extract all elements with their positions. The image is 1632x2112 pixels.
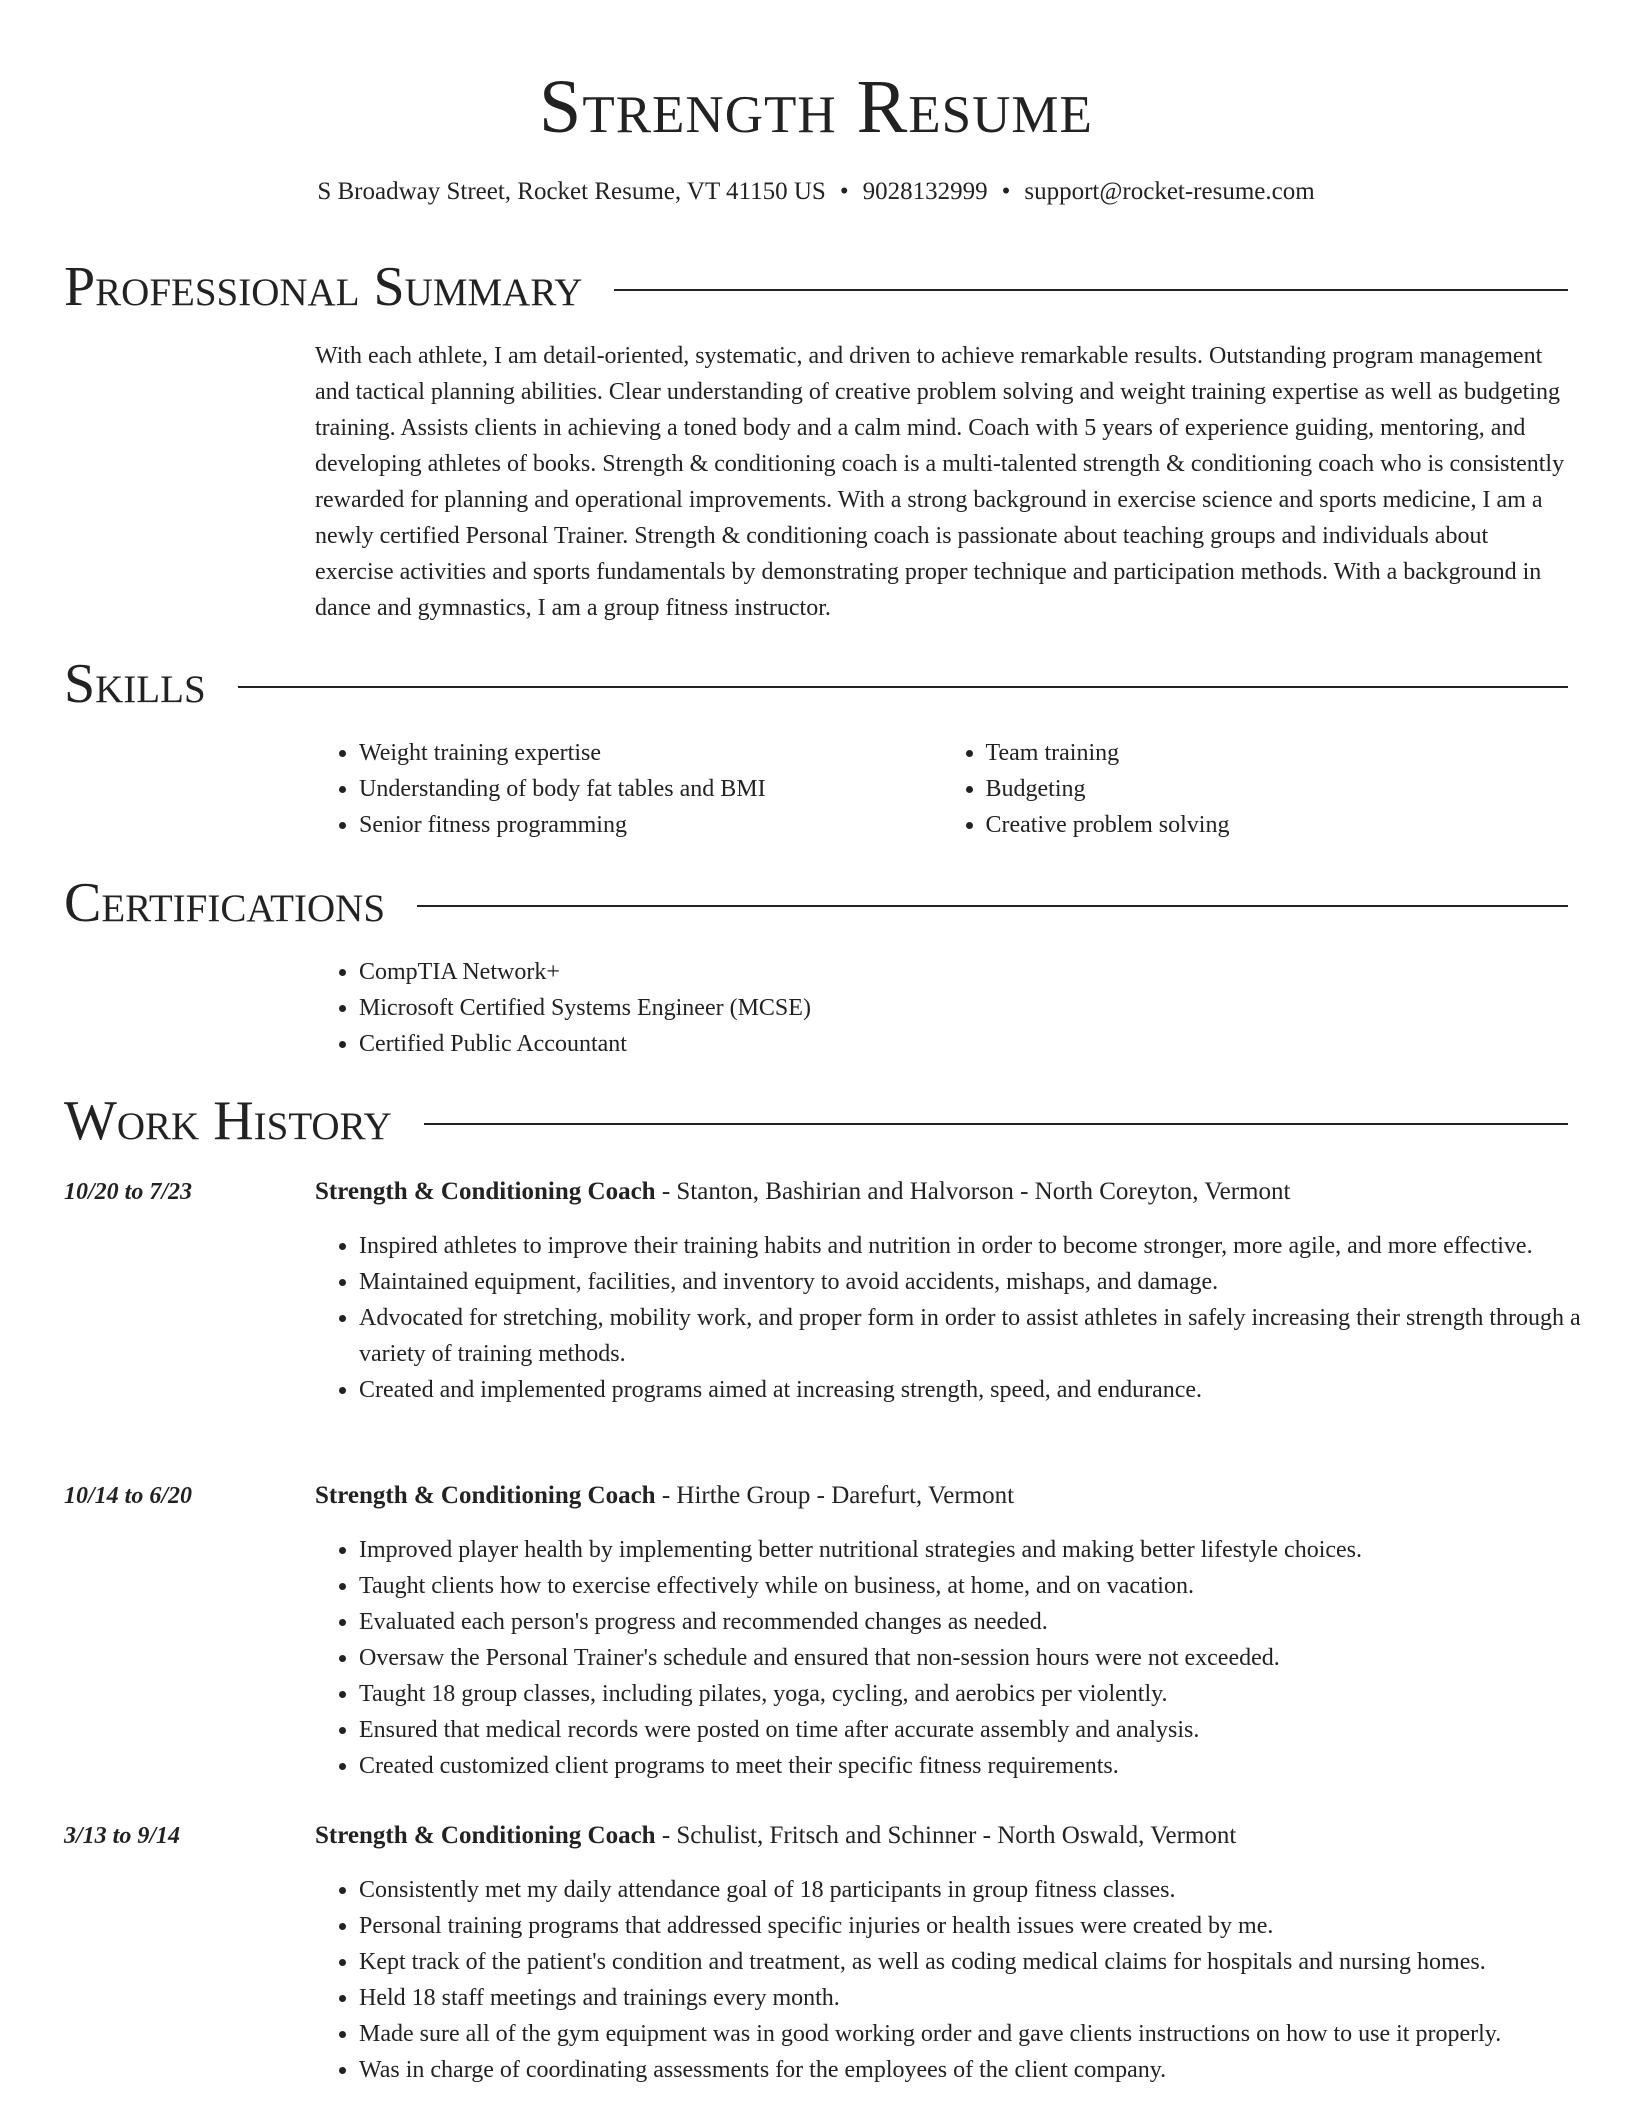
- job-heading: [315, 1174, 1568, 1210]
- skills-list: [315, 735, 1568, 843]
- section-divider: [417, 905, 1568, 907]
- contact-separator: •: [839, 178, 849, 205]
- summary-text: With each athlete, I am detail-oriented, systematic, and driven to achieve remarkable results. Outstanding program management and tactical planning abilities. Clear understanding of creative problem solving and weight training expertise as well as budgeting training. Assists clients in achieving a toned body and a calm mind. Coach with 5 years of experience guiding, mentoring, and developing athletes of books. Strength & conditioning coach is a multi-talented strength & conditioning coach who is consistently rewarded for planning and operational improvements. With a strong background in exercise science and sports medicine, I am a newly certified Personal Trainer. Strength & conditioning coach is passionate about teaching groups and individuals about exercise activities and sports fundamentals by demonstrating proper technique and participation methods. With a background in dance and gymnastics, I am a group fitness instructor.: [315, 343, 1565, 621]
- certifications-section-title: Certifications: [64, 872, 386, 934]
- resume-name: Strength Resume: [539, 65, 1093, 149]
- summary-body: [315, 338, 1568, 626]
- skills-section-header: [64, 652, 1568, 716]
- job-bullet: • Consistently met my daily attendance goal of 18 participants in group fitness classes.: [359, 1872, 1612, 1908]
- job-bullet: • Advocated for stretching, mobility work, and proper form in order to assist athletes in safely increasing their strength through a variety of training methods.: [359, 1300, 1612, 1372]
- job-bullet: • Maintained equipment, facilities, and inventory to avoid accidents, mishaps, and damage.: [359, 1264, 1612, 1300]
- job-bullet: • Held 18 staff meetings and trainings every month.: [359, 1980, 1612, 2016]
- contact-email: support@rocket-resume.com: [1024, 178, 1315, 205]
- job-bullets: [315, 1228, 1612, 1408]
- summary-section-header: [64, 255, 1568, 319]
- section-divider: [424, 1123, 1568, 1125]
- job-bullet: • Kept track of the patient's condition and treatment, as well as coding medical claims for hospitals and nursing homes.: [359, 1944, 1612, 1980]
- section-divider: [238, 686, 1568, 688]
- work-section-title: Work History: [64, 1090, 392, 1152]
- section-divider: [614, 289, 1568, 291]
- job-bullet: • Personal training programs that addressed specific injuries or health issues were created by me.: [359, 1908, 1612, 1944]
- job-bullets: [315, 1532, 1612, 1784]
- job-bullet: • Was in charge of coordinating assessments for the employees of the client company.: [359, 2052, 1612, 2088]
- job-employer-location: - Schulist, Fritsch and Schinner - North Oswald, Vermont: [655, 1822, 1237, 1849]
- job-bullet: • Created and implemented programs aimed at increasing strength, speed, and endurance.: [359, 1372, 1612, 1408]
- job-bullet: • Created customized client programs to meet their specific fitness requirements.: [359, 1748, 1612, 1784]
- certification-item: • CompTIA Network+: [359, 954, 1568, 990]
- skill-item: • Budgeting: [986, 771, 1569, 807]
- job-title: Strength & Conditioning Coach: [315, 1822, 656, 1849]
- certifications-section-header: [64, 871, 1568, 935]
- contact-phone: 9028132999: [862, 178, 988, 205]
- job-dates: 3/13 to 9/14: [64, 1823, 181, 1849]
- skills-column-right: [942, 735, 1569, 843]
- skills-column-left: [315, 735, 942, 843]
- contact-separator: •: [1001, 178, 1011, 205]
- skill-item: • Creative problem solving: [986, 807, 1569, 843]
- certification-item: • Certified Public Accountant: [359, 1026, 1568, 1062]
- skill-item: • Team training: [986, 735, 1569, 771]
- job-title: Strength & Conditioning Coach: [315, 1482, 656, 1509]
- job-bullet: • Improved player health by implementing better nutritional strategies and making better lifestyle choices.: [359, 1532, 1612, 1568]
- job-heading: [315, 1818, 1568, 1854]
- job-employer-location: - Hirthe Group - Darefurt, Vermont: [655, 1482, 1015, 1509]
- job-bullet: • Taught clients how to exercise effectively while on business, at home, and on vacation.: [359, 1568, 1612, 1604]
- skill-item: • Weight training expertise: [359, 735, 942, 771]
- job-bullet: • Oversaw the Personal Trainer's schedule and ensured that non-session hours were not exceeded.: [359, 1640, 1612, 1676]
- job-title: Strength & Conditioning Coach: [315, 1178, 656, 1205]
- contact-address: S Broadway Street, Rocket Resume, VT 41150 US: [317, 178, 826, 205]
- job-bullet: • Ensured that medical records were posted on time after accurate assembly and analysis.: [359, 1712, 1612, 1748]
- work-section-header: [64, 1089, 1568, 1153]
- job-bullet: • Evaluated each person's progress and recommended changes as needed.: [359, 1604, 1612, 1640]
- skills-section-title: Skills: [64, 653, 206, 715]
- summary-section-title: Professional Summary: [64, 256, 583, 318]
- skill-item: • Understanding of body fat tables and BMI: [359, 771, 942, 807]
- job-bullet: • Inspired athletes to improve their training habits and nutrition in order to become stronger, more agile, and more effective.: [359, 1228, 1612, 1264]
- job-bullet: • Taught 18 group classes, including pilates, yoga, cycling, and aerobics per violently.: [359, 1676, 1612, 1712]
- job-bullets: [315, 1872, 1612, 2088]
- job-dates: 10/20 to 7/23: [64, 1179, 193, 1205]
- certifications-list: [315, 954, 1568, 1062]
- job-employer-location: - Stanton, Bashirian and Halvorson - North Coreyton, Vermont: [655, 1178, 1291, 1205]
- certification-item: • Microsoft Certified Systems Engineer (MCSE): [359, 990, 1568, 1026]
- skill-item: • Senior fitness programming: [359, 807, 942, 843]
- job-heading: [315, 1478, 1568, 1514]
- job-dates: 10/14 to 6/20: [64, 1483, 193, 1509]
- contact-line: [64, 174, 1568, 210]
- job-bullet: • Made sure all of the gym equipment was in good working order and gave clients instructions on how to use it properly.: [359, 2016, 1612, 2052]
